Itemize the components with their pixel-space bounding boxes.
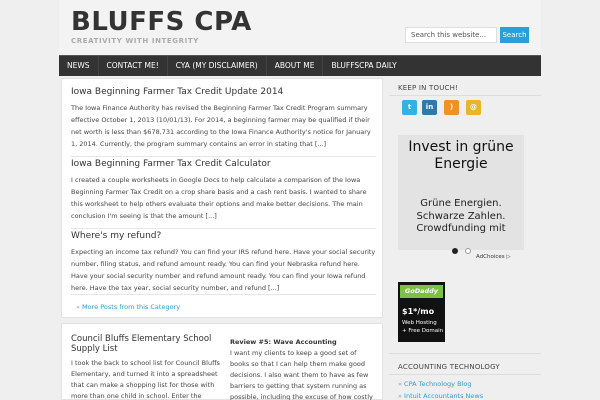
- post-title[interactable]: Where's my refund?: [71, 231, 162, 241]
- accounting-technology-heading: ACCOUNTING TECHNOLOGY: [398, 363, 500, 371]
- twitter-icon[interactable]: t: [402, 100, 417, 115]
- secondary-posts-panel: [61, 323, 383, 400]
- divider: [389, 374, 541, 375]
- site-title[interactable]: BLUFFS CPA: [71, 7, 252, 37]
- featured-posts-panel: [61, 78, 383, 318]
- post-excerpt: I created a couple worksheets in Google Docs to help calculate a comparison of the Iowa Beginning Farmer Tax Credit on a crop share basis and a cash rent basis. I wanted to share this worksheet to help others evaluate their options and make better decisions. The main conclusion I'm seeing is that the amount [...]: [71, 176, 367, 220]
- post-title[interactable]: Council Bluffs Elementary School Supply List: [71, 334, 212, 354]
- nav-item-about[interactable]: ABOUT ME: [267, 56, 324, 76]
- nav-item-daily[interactable]: BLUFFSCPA DAILY: [331, 61, 397, 70]
- keep-in-touch-heading: KEEP IN TOUCH!: [398, 84, 459, 92]
- divider: [389, 353, 541, 354]
- post-excerpt: Expecting an income tax refund? You can find your IRS refund here. Have your social security number, filing status, and refund amount ready. You can find your Nebraska refund here. Have your social security number and refund amount ready. You can find your Iowa refund here. Have the tax year, social security number, and refund [...]: [71, 248, 376, 292]
- main-nav: [59, 55, 541, 76]
- sidebar: [389, 78, 541, 400]
- ad-body: Grüne Energien. Schwarze Zahlen. Crowdfunding mit: [416, 198, 506, 234]
- ad-headline: Invest in grüne Energie: [408, 139, 514, 172]
- godaddy-line: + Free Domain: [402, 328, 444, 334]
- post-title[interactable]: Iowa Beginning Farmer Tax Credit Calculator: [71, 159, 271, 169]
- nav-item-cya[interactable]: CYA (MY DISCLAIMER): [168, 56, 267, 76]
- ad-banner[interactable]: [398, 135, 524, 250]
- email-icon[interactable]: @: [466, 100, 481, 115]
- carousel-dot-active[interactable]: [452, 248, 458, 254]
- adchoices-link[interactable]: AdChoices ▷: [476, 254, 511, 260]
- post-item: [71, 159, 376, 229]
- sidebar-link[interactable]: » CPA Technology Blog: [398, 380, 471, 388]
- post-excerpt: I want my clients to keep a good set of books so that I can help them make good decisions. I also want them to have as few barriers to getting that system running as possible, including the excuse of how costly: [230, 349, 373, 400]
- search-input[interactable]: Search this website...: [405, 27, 497, 43]
- post-excerpt: The Iowa Finance Authority has revised the Beginning Farmer Tax Credit Program summary effective October 1, 2013 (10/01/13). For 2014, a beginning farmer may be qualified if their net worth is less than $678,731 according to the Iowa Finance Authority's notice for January 1, 2014. Currently, the program summary contains an error in stating that [...]: [71, 104, 371, 148]
- godaddy-line: Web Hosting: [402, 320, 437, 326]
- post-title[interactable]: Iowa Beginning Farmer Tax Credit Update 2014: [71, 87, 284, 97]
- ad-carousel-dots: [452, 239, 478, 258]
- post-title[interactable]: Review #5: Wave Accounting: [230, 338, 337, 346]
- carousel-dot[interactable]: [465, 248, 471, 254]
- linkedin-icon[interactable]: in: [422, 100, 437, 115]
- godaddy-logo: GoDaddy: [400, 285, 443, 298]
- post-item: [71, 231, 376, 295]
- nav-item-contact[interactable]: CONTACT ME!: [99, 56, 168, 76]
- page-wrapper: [59, 0, 541, 400]
- nav-item-news[interactable]: NEWS: [59, 56, 99, 76]
- godaddy-ad[interactable]: [398, 282, 445, 342]
- sidebar-link[interactable]: » Intuit Accountants News: [398, 392, 483, 400]
- more-posts-link[interactable]: » More Posts from this Category: [76, 303, 180, 311]
- rss-icon[interactable]: ): [444, 100, 459, 115]
- post-item: [71, 334, 221, 400]
- post-item: [230, 338, 376, 400]
- site-header: [59, 0, 541, 55]
- post-item: [71, 87, 376, 157]
- godaddy-price: $1*/mo: [402, 307, 435, 316]
- post-excerpt: I took the back to school list for Council Bluffs Elementary, and turned it into a spreadsheet that can make a shopping list for those with more than one child in school. Enter the: [71, 359, 220, 400]
- site-tagline: CREATIVITY WITH INTEGRITY: [71, 37, 199, 45]
- divider: [389, 95, 541, 96]
- search-button[interactable]: Search: [500, 27, 529, 43]
